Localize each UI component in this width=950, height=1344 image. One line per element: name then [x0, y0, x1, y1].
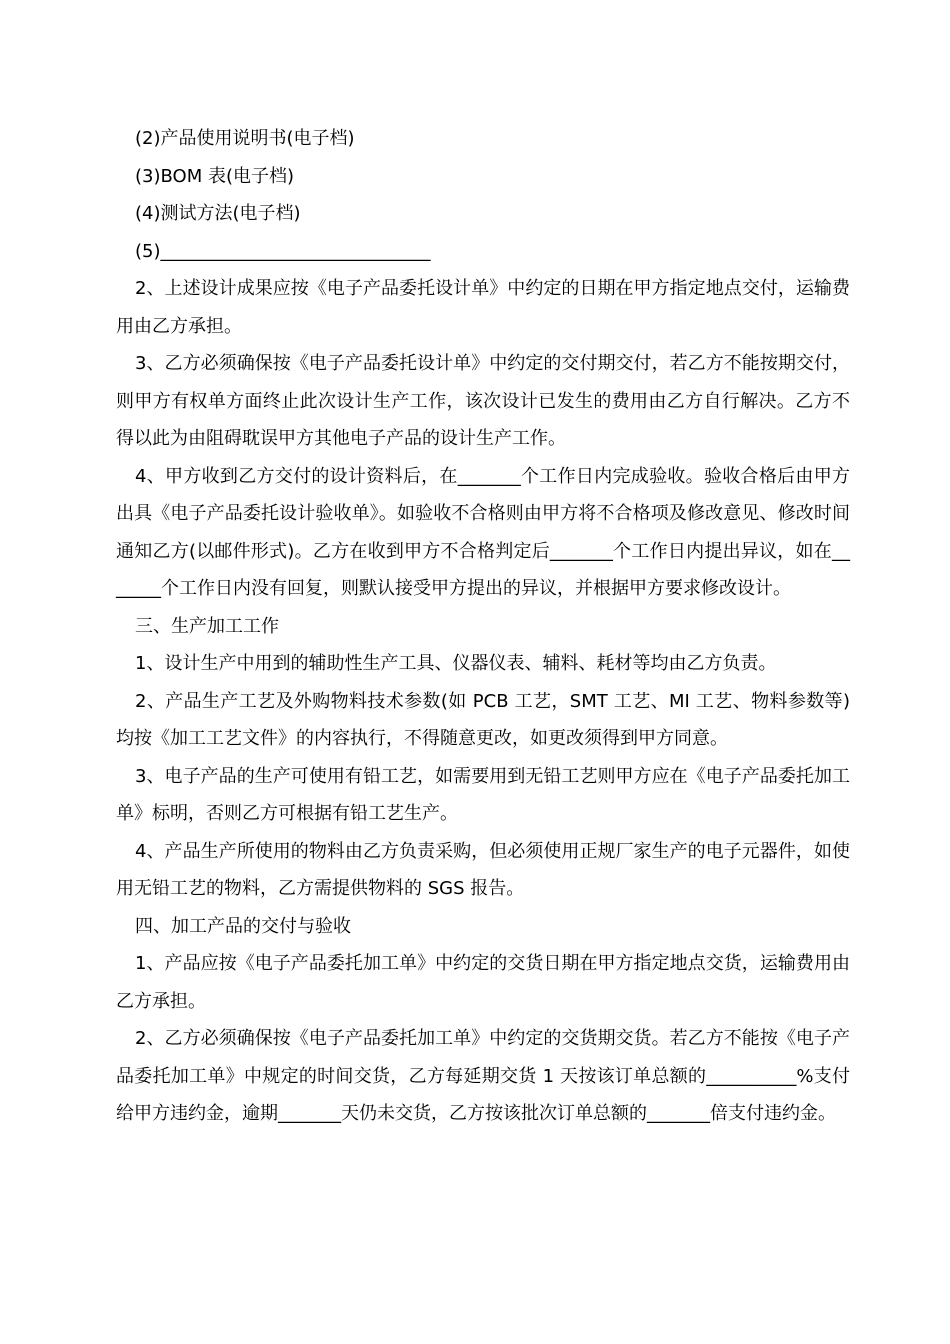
- clause-paragraph: 1、设计生产中用到的辅助性生产工具、仪器仪表、辅料、耗材等均由乙方负责。: [135, 653, 777, 674]
- section-heading: 三、生产加工工作: [135, 615, 279, 637]
- clause-paragraph: 4、甲方收到乙方交付的设计资料后，在_______个工作日内完成验收。验收合格后由甲方出具《电子产品委托设计验收单》。如验收不合格则由甲方将不合格项及修改意见、修改时间通知乙方(以邮件形式)。乙方在收到甲方不合格判定后_______个工作日内提出异议，如在_______个工作日内没有回复，则默认接受甲方提出的异议，并根据甲方要求修改设计。: [116, 465, 850, 599]
- list-item-blank: (5)______________________________: [135, 240, 431, 262]
- clause-paragraph: 1、产品应按《电子产品委托加工单》中约定的交货日期在甲方指定地点交货，运输费用由乙方承担。: [116, 953, 850, 1012]
- clause-paragraph: 2、上述设计成果应按《电子产品委托设计单》中约定的日期在甲方指定地点交付，运输费用由乙方承担。: [116, 278, 850, 337]
- list-item: (2)产品使用说明书(电子档): [135, 128, 355, 149]
- section-heading: 四、加工产品的交付与验收: [135, 915, 351, 937]
- clause-paragraph: 2、乙方必须确保按《电子产品委托加工单》中约定的交货期交货。若乙方不能按《电子产品委托加工单》中规定的时间交货，乙方每延期交货 1 天按该订单总额的__________%支付给甲方违约金，逾期_______天仍未交货，乙方按该批次订单总额的_______倍支付违约金。: [116, 1028, 850, 1124]
- clause-paragraph: 3、电子产品的生产可使用有铅工艺，如需要用到无铅工艺则甲方应在《电子产品委托加工单》标明，否则乙方可根据有铅工艺生产。: [116, 765, 850, 824]
- list-item: (3)BOM 表(电子档): [135, 165, 294, 187]
- clause-paragraph: 3、乙方必须确保按《电子产品委托设计单》中约定的交付期交付，若乙方不能按期交付，则甲方有权单方面终止此次设计生产工作，该次设计已发生的费用由乙方自行解决。乙方不得以此为由阻碍耽误甲方其他电子产品的设计生产工作。: [116, 353, 850, 449]
- clause-paragraph: 2、产品生产工艺及外购物料技术参数(如 PCB 工艺，SMT 工艺、MI 工艺、物料参数等)均按《加工工艺文件》的内容执行，不得随意更改，如更改须得到甲方同意。: [116, 690, 850, 749]
- clause-paragraph: 4、产品生产所使用的物料由乙方负责采购，但必须使用正规厂家生产的电子元器件，如使用无铅工艺的物料，乙方需提供物料的 SGS 报告。: [116, 840, 850, 899]
- list-item: (4)测试方法(电子档): [135, 203, 301, 224]
